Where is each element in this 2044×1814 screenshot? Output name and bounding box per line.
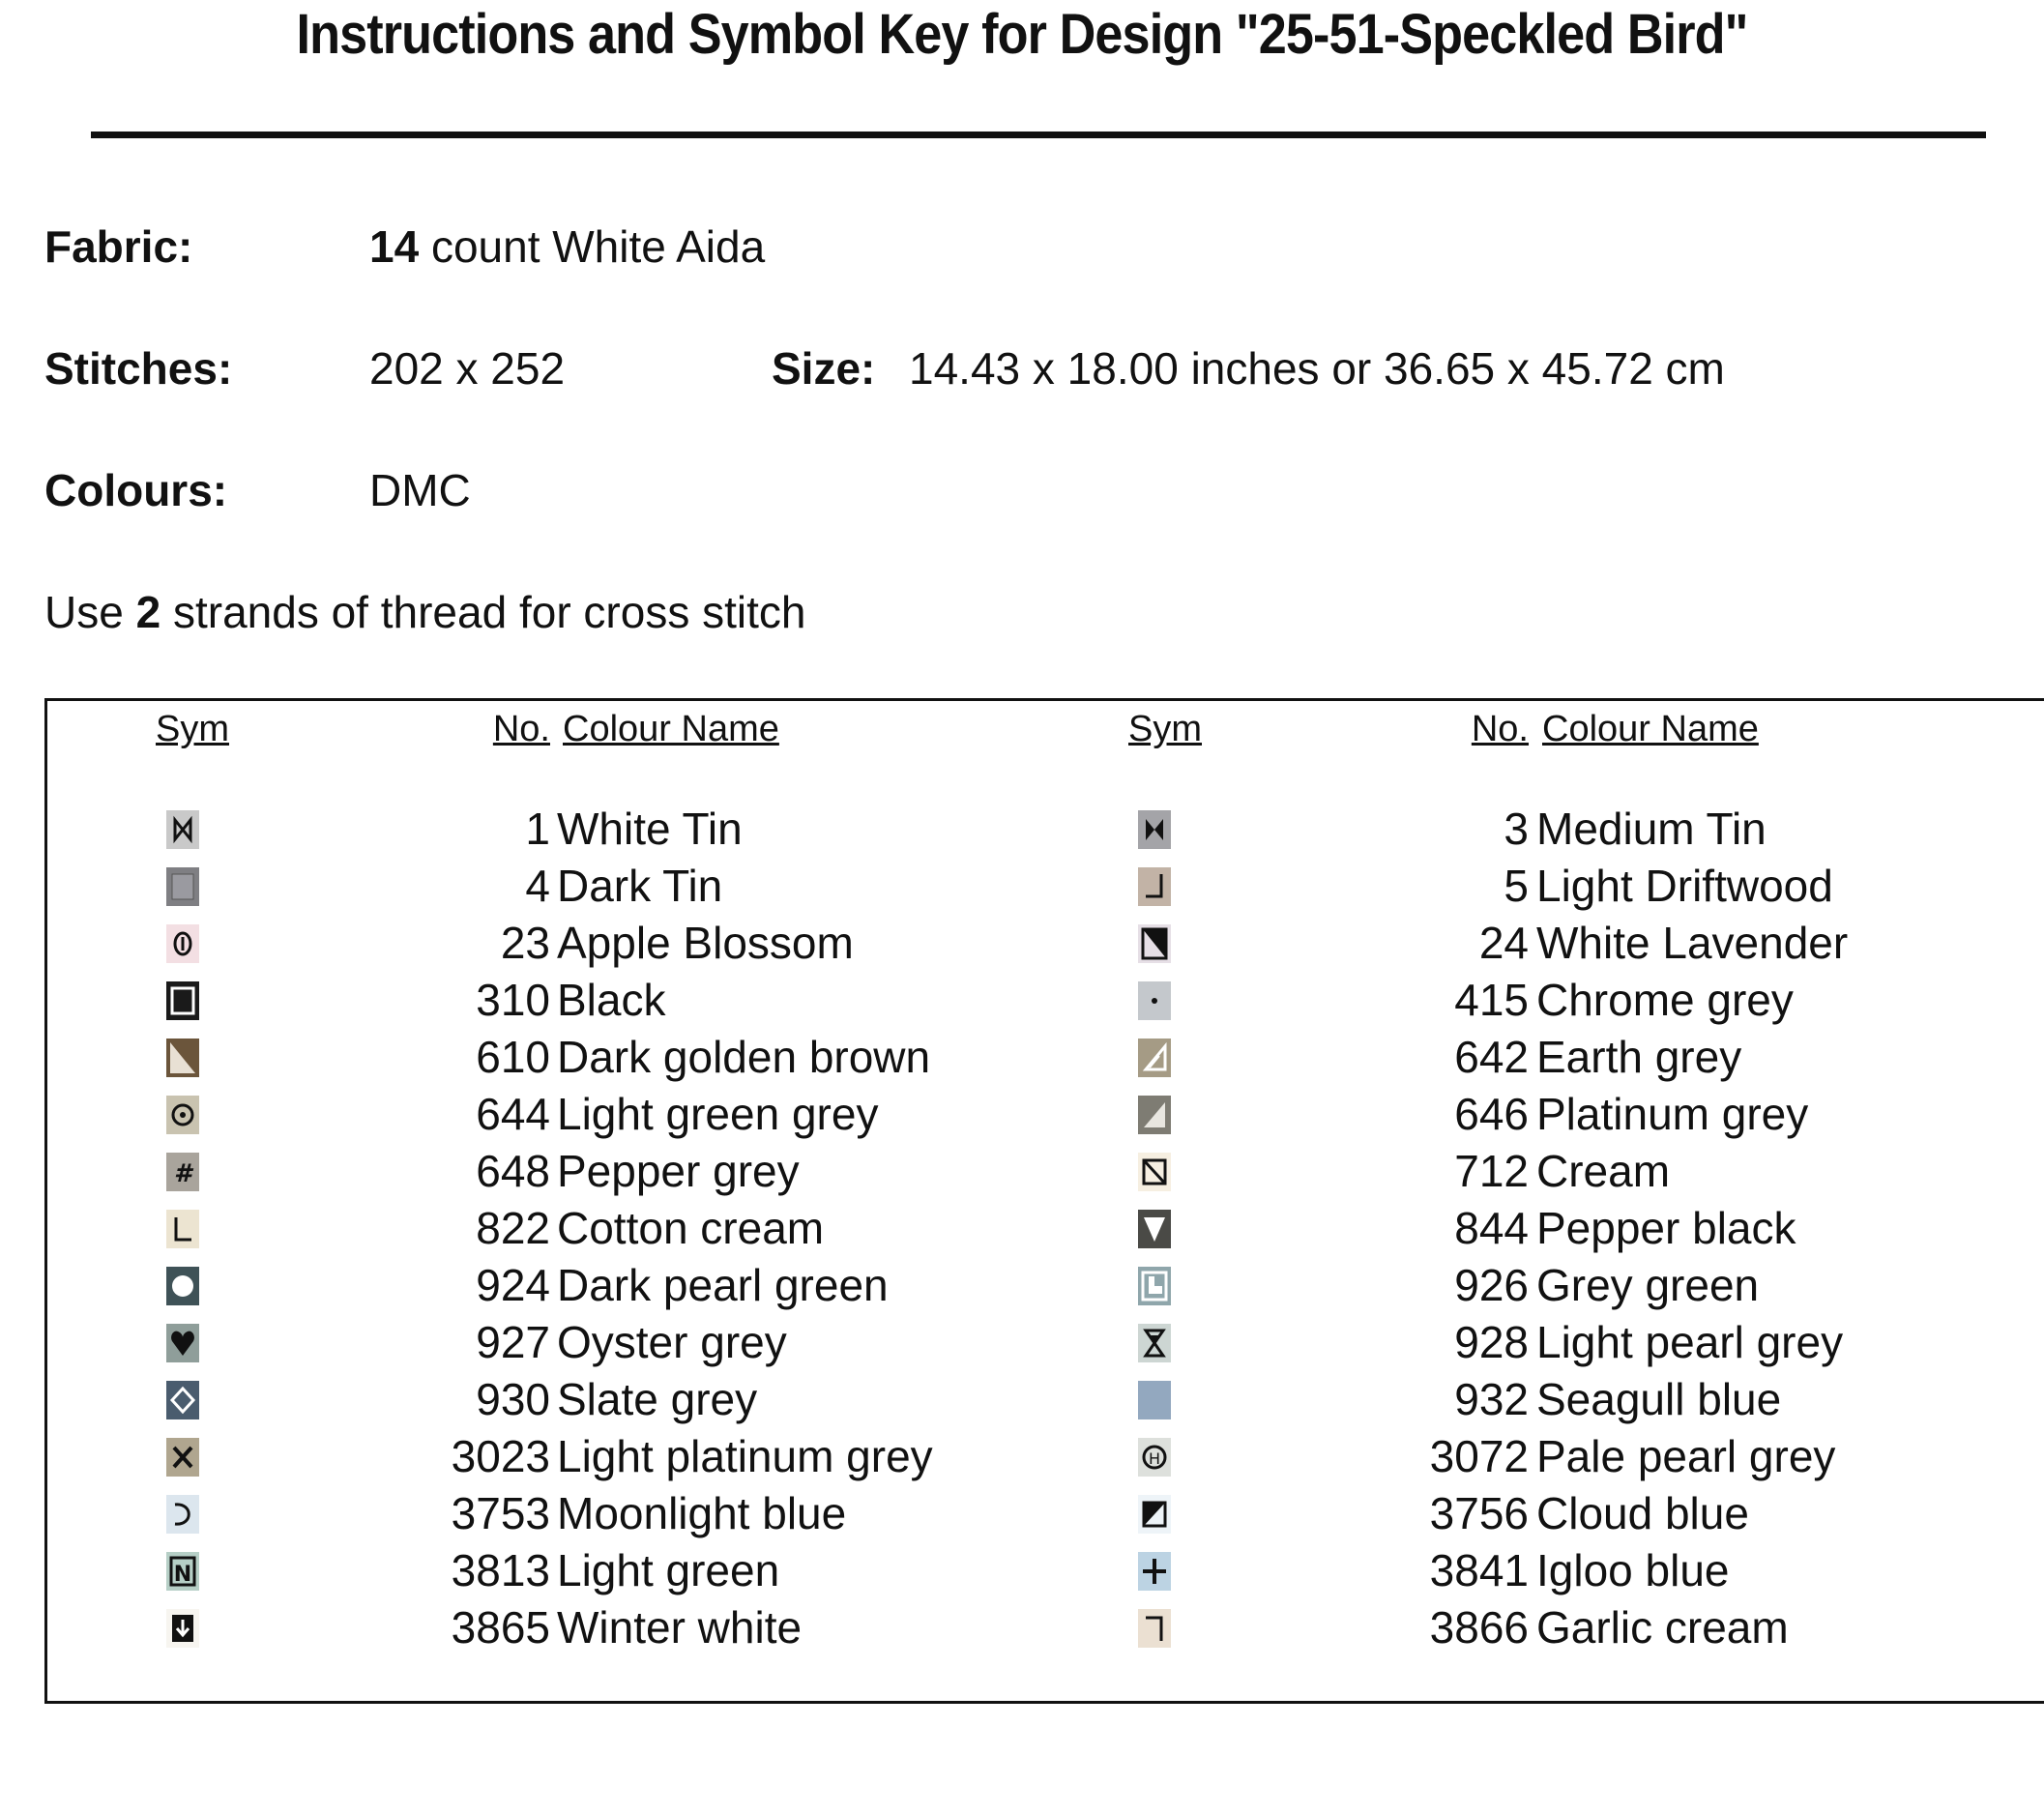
colour-name: Slate grey (557, 1374, 758, 1424)
bowtie-solid-icon (1138, 810, 1171, 849)
triangle-upper-icon (1138, 924, 1171, 963)
colour-number: 928 (1454, 1317, 1529, 1367)
half-square-icon (1138, 1495, 1171, 1534)
colour-name: Apple Blossom (557, 918, 854, 968)
header-name-left: Colour Name (563, 709, 779, 749)
colour-number: 927 (476, 1317, 550, 1367)
colour-name: Pepper grey (557, 1146, 800, 1196)
colour-name: Moonlight blue (557, 1488, 847, 1538)
colour-name: Light pearl grey (1536, 1317, 1844, 1367)
strands-count: 2 (135, 587, 161, 637)
fabric-value (369, 220, 765, 273)
header-no-right: No. (1471, 709, 1529, 749)
key-row (47, 1487, 2039, 1543)
colour-number: 648 (476, 1146, 550, 1196)
svg-text:N: N (173, 1563, 192, 1587)
colour-number: 3866 (1429, 1602, 1529, 1653)
colour-name: Dark golden brown (557, 1032, 931, 1082)
colour-number: 5 (1504, 861, 1529, 911)
key-row (47, 1202, 2039, 1258)
key-row (47, 1373, 2039, 1429)
colour-number: 822 (476, 1203, 550, 1253)
triangle-down-icon (1138, 1210, 1171, 1248)
colour-number: 4 (525, 861, 550, 911)
colour-name: Pepper black (1536, 1203, 1796, 1253)
circle-h-icon (1138, 1438, 1171, 1477)
dot-icon (1138, 981, 1171, 1020)
colour-name: Light green (557, 1545, 780, 1595)
colour-name: Platinum grey (1536, 1089, 1809, 1139)
key-row (47, 974, 2039, 1030)
key-row (47, 1031, 2039, 1087)
key-row (47, 860, 2039, 916)
slashed-square-icon (1138, 1153, 1171, 1191)
colour-name: Grey green (1536, 1260, 1760, 1310)
colour-name: Medium Tin (1536, 804, 1767, 854)
colour-number: 3813 (451, 1545, 550, 1595)
colour-name: Chrome grey (1536, 975, 1794, 1025)
colour-number: 712 (1454, 1146, 1529, 1196)
colour-number: 23 (500, 918, 550, 968)
key-row (47, 1430, 2039, 1486)
fabric-count: 14 (369, 221, 420, 272)
colour-name: Garlic cream (1536, 1602, 1789, 1653)
stitches-value: 202 x 252 (369, 343, 566, 394)
colour-number: 644 (476, 1089, 550, 1139)
colour-name: Cotton cream (557, 1203, 825, 1253)
key-row (47, 1259, 2039, 1315)
colour-number: 924 (476, 1260, 550, 1310)
key-row (47, 1145, 2039, 1201)
colour-name: Earth grey (1536, 1032, 1742, 1082)
header-sym-right: Sym (1128, 709, 1202, 749)
fabric-label: Fabric: (44, 221, 193, 272)
key-row (47, 1601, 2039, 1657)
colour-name: Light platinum grey (557, 1431, 933, 1481)
colour-number: 415 (1454, 975, 1529, 1025)
page-title: Instructions and Symbol Key for Design "25-51-Speckled Bird" (296, 3, 1748, 66)
colour-number: 24 (1478, 918, 1529, 968)
colour-number: 932 (1454, 1374, 1529, 1424)
colour-number: 3841 (1429, 1545, 1529, 1595)
triangle-outline-icon (1138, 1039, 1171, 1077)
colour-name: Light green grey (557, 1089, 879, 1139)
header-sym-left: Sym (156, 709, 229, 749)
svg-text:H: H (1148, 1449, 1161, 1468)
plus-icon (1138, 1552, 1171, 1591)
size-value: 14.43 x 18.00 inches or 36.65 x 45.72 cm (909, 343, 1725, 394)
colour-number: 1 (525, 804, 550, 854)
colour-number: 310 (476, 975, 550, 1025)
hourglass-icon (1138, 1324, 1171, 1362)
colour-name: White Tin (557, 804, 743, 854)
colour-name: Black (557, 975, 666, 1025)
colour-name: Winter white (557, 1602, 803, 1653)
fabric-description: count White Aida (430, 221, 766, 272)
colour-name: Cloud blue (1536, 1488, 1749, 1538)
colour-number: 3865 (451, 1602, 550, 1653)
colour-name: Seagull blue (1536, 1374, 1782, 1424)
triangle-lower-outline-icon (1138, 1381, 1171, 1419)
corner-br-icon (1138, 867, 1171, 906)
key-row (47, 1088, 2039, 1144)
l-box-icon (1138, 1267, 1171, 1305)
colour-name: Pale pearl grey (1536, 1431, 1836, 1481)
key-row (47, 1544, 2039, 1600)
colour-name: Light Driftwood (1536, 861, 1833, 911)
key-row (47, 803, 2039, 859)
colour-name: Igloo blue (1536, 1545, 1730, 1595)
colour-number: 844 (1454, 1203, 1529, 1253)
strands-pre: Use (44, 587, 124, 637)
strands-instruction (44, 586, 805, 638)
triangle-upper-right-icon (1138, 1096, 1171, 1134)
title-divider (91, 132, 1986, 138)
key-row (47, 1316, 2039, 1372)
colour-name: Oyster grey (557, 1317, 787, 1367)
strands-post: strands of thread for cross stitch (172, 587, 806, 637)
colours-label: Colours: (44, 465, 228, 515)
colour-number: 646 (1454, 1089, 1529, 1139)
size-label: Size: (772, 343, 876, 394)
header-no-left: No. (492, 709, 550, 749)
colour-name: Cream (1536, 1146, 1671, 1196)
colour-name: Dark Tin (557, 861, 723, 911)
colour-number: 3756 (1429, 1488, 1529, 1538)
colour-number: 926 (1454, 1260, 1529, 1310)
colour-name: Dark pearl green (557, 1260, 889, 1310)
symbol-key-table (44, 698, 2044, 1704)
colour-number: 642 (1454, 1032, 1529, 1082)
colour-number: 610 (476, 1032, 550, 1082)
colour-number: 930 (476, 1374, 550, 1424)
colour-number: 3 (1504, 804, 1529, 854)
colour-number: 3753 (451, 1488, 550, 1538)
stitches-label: Stitches: (44, 343, 233, 394)
key-row (47, 917, 2039, 973)
colour-name: White Lavender (1536, 918, 1849, 968)
colour-number: 3023 (451, 1431, 550, 1481)
corner-tr-icon (1138, 1609, 1171, 1648)
colours-value: DMC (369, 465, 471, 515)
colour-number: 3072 (1429, 1431, 1529, 1481)
header-name-right: Colour Name (1542, 709, 1759, 749)
svg-text:#: # (173, 1159, 192, 1188)
